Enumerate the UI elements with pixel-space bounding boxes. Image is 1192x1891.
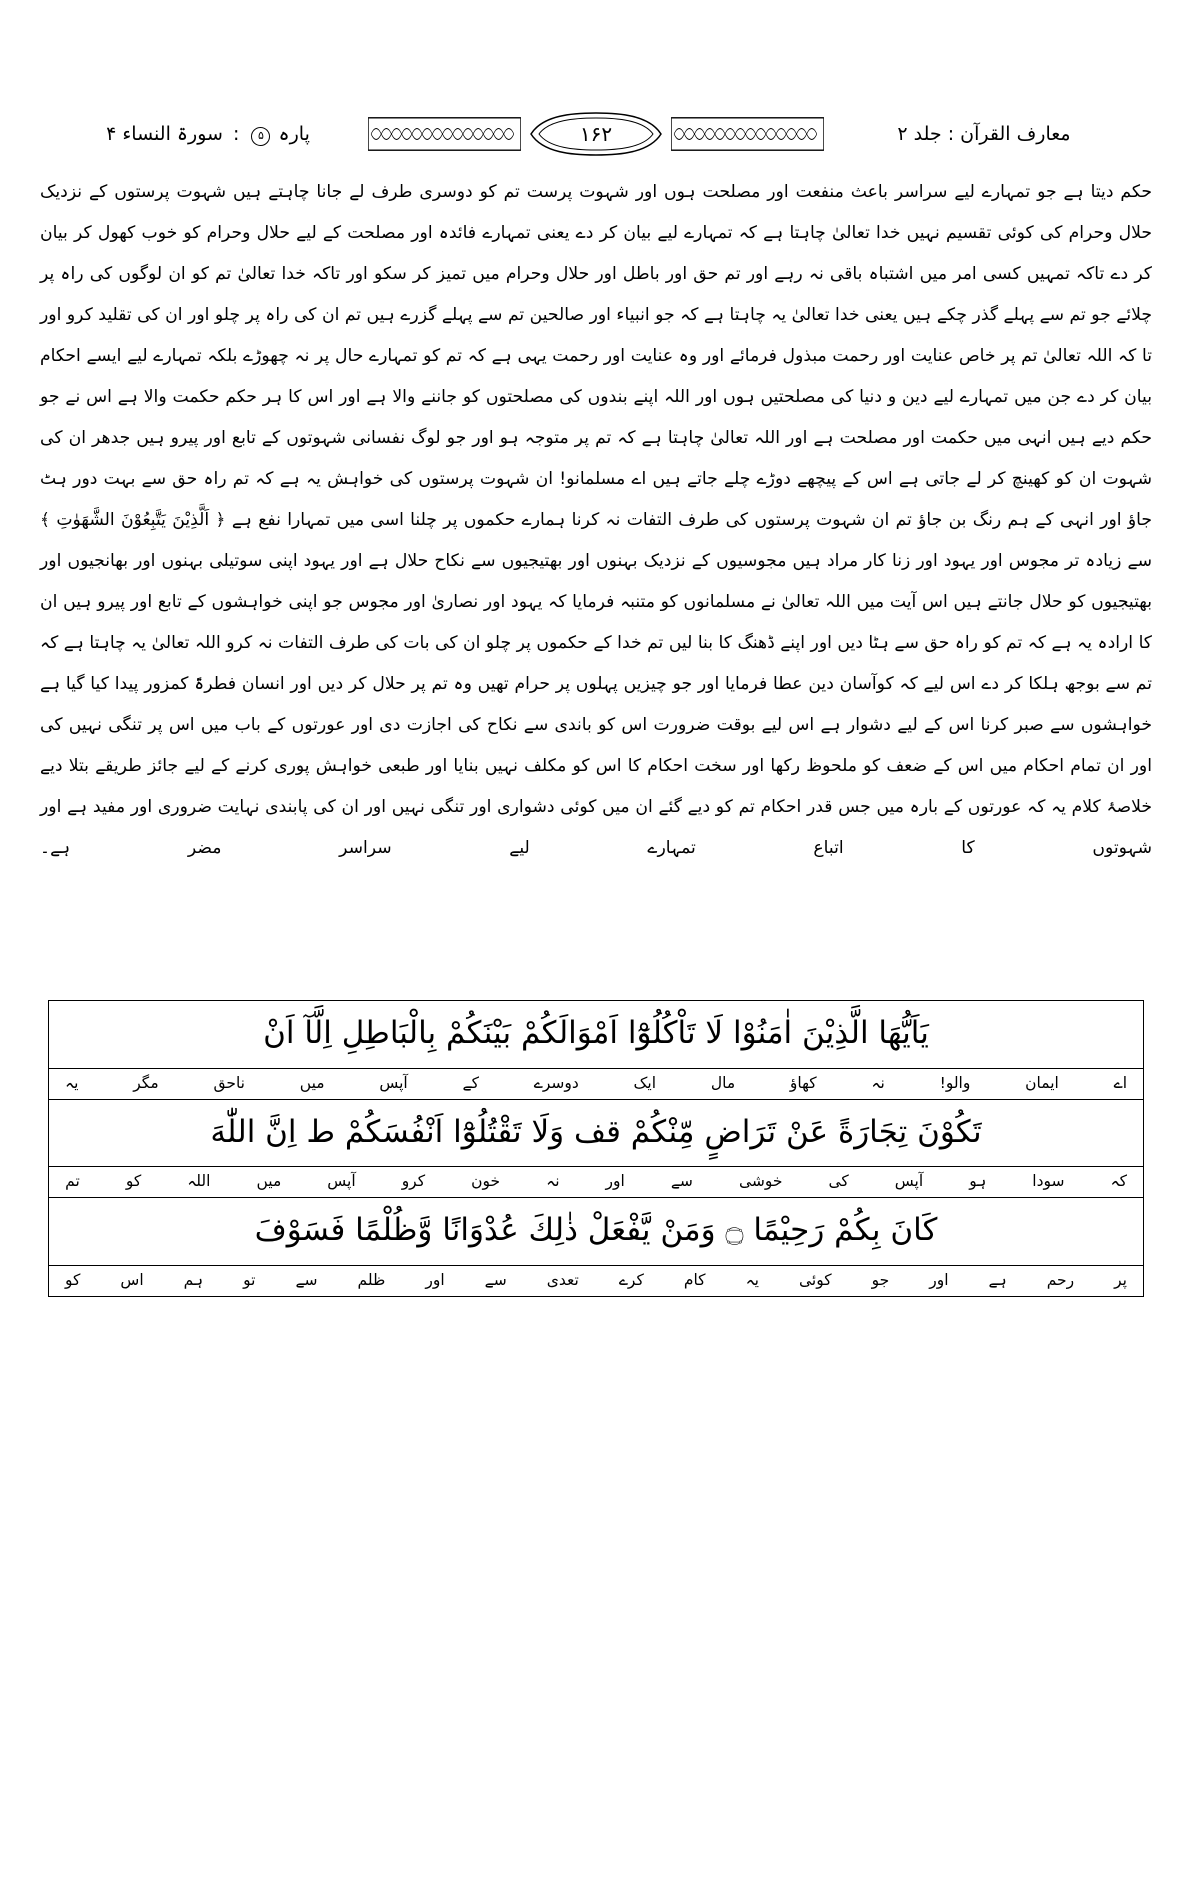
- gloss-word: تعدی: [546, 1270, 579, 1289]
- gloss-word: میں: [299, 1073, 325, 1092]
- gloss-word: اے: [1113, 1073, 1127, 1092]
- gloss-word: اور: [425, 1270, 445, 1289]
- ayah-urdu-gloss: [49, 1166, 1143, 1197]
- gloss-word: ناحق: [213, 1073, 245, 1092]
- ayah-arabic-line: يَاَيُّهَا الَّذِيْنَ اٰمَنُوْا لَا تَاْكُلُوْٓا اَمْوَالَكُمْ بَيْنَكُمْ بِالْبَاطِلِ اِلَّآ اَنْ: [263, 1015, 929, 1051]
- gloss-word: رحم: [1046, 1270, 1075, 1289]
- para-label: پارہ: [278, 122, 310, 145]
- gloss-word: خون: [471, 1172, 501, 1190]
- gloss-word: کھاؤ: [789, 1073, 817, 1092]
- book-title: معارف القرآن : جلد ٢: [897, 123, 1071, 145]
- gloss-word: ہم: [183, 1270, 204, 1289]
- gloss-word: نہ: [871, 1073, 885, 1092]
- quran-verse-block: [48, 1000, 1144, 1297]
- gloss-word: کی: [828, 1172, 849, 1190]
- gloss-word: ہے: [988, 1270, 1007, 1289]
- page-number-badge: [521, 110, 671, 158]
- surah-label: سورۃ النساء ۴: [106, 122, 223, 145]
- gloss-word: ہو: [969, 1172, 987, 1190]
- gloss-word: یہ: [745, 1270, 759, 1289]
- gloss-word: کے: [462, 1073, 479, 1092]
- gloss-word: کو: [65, 1270, 81, 1289]
- ornament-right: [671, 117, 824, 151]
- gloss-word: یہ: [65, 1073, 79, 1092]
- gloss-word: پر: [1114, 1270, 1127, 1289]
- ayah-urdu-gloss: [49, 1068, 1143, 1099]
- gloss-word: والو!: [939, 1073, 971, 1092]
- header-separator: :: [232, 122, 240, 145]
- gloss-word: جو: [871, 1270, 890, 1289]
- gloss-word: نہ: [546, 1172, 560, 1190]
- gloss-word: کہ: [1110, 1172, 1127, 1190]
- gloss-word: کرو: [401, 1172, 426, 1190]
- gloss-word: تو: [243, 1270, 256, 1289]
- gloss-word: کوئی: [798, 1270, 832, 1289]
- verse-row: [49, 1001, 1143, 1100]
- gloss-word: سے: [670, 1172, 693, 1190]
- gloss-word: اس: [120, 1270, 144, 1289]
- verse-row: [49, 1100, 1143, 1199]
- gloss-word: آپس: [327, 1172, 356, 1190]
- gloss-word: اور: [929, 1270, 949, 1289]
- gloss-word: مگر: [133, 1073, 159, 1092]
- gloss-word: تم: [65, 1172, 80, 1190]
- gloss-word: کو: [125, 1172, 142, 1190]
- gloss-word: ظلم: [357, 1270, 386, 1289]
- page-number: ۱۶۲: [579, 122, 613, 146]
- gloss-word: سے: [295, 1270, 318, 1289]
- gloss-word: اور: [605, 1172, 625, 1190]
- gloss-word: خوشی: [738, 1172, 783, 1190]
- gloss-word: ایک: [633, 1073, 657, 1092]
- ornament-left: [368, 117, 521, 151]
- page-header: [48, 108, 1144, 160]
- gloss-word: آپس: [379, 1073, 408, 1092]
- gloss-word: سے: [484, 1270, 507, 1289]
- para-surah-label: [48, 123, 368, 146]
- gloss-word: آپس: [894, 1172, 924, 1190]
- verse-row: [49, 1198, 1143, 1296]
- gloss-word: میں: [256, 1172, 282, 1190]
- ayah-arabic-line: كَانَ بِكُمْ رَحِيْمًا ۝ وَمَنْ يَّفْعَلْ ذٰلِكَ عُدْوَانًا وَّظُلْمًا فَسَوْفَ: [254, 1212, 938, 1248]
- gloss-word: ایمان: [1025, 1073, 1059, 1092]
- commentary-paragraph: حکم دیتا ہے جو تمہارے لیے سراسر باعث منفعت اور مصلحت ہوں اور شہوت پرست تم کو دوسری طرف لے جانا چاہتے ہیں شہوت پرستوں کے نزدیک حلال وحرام کی کوئی تقسیم نہیں خدا تعالیٰ چاہتا ہے کہ تمہارے لیے بیان کر دے یعنی تمہارے فائدہ اور مصلحت کے لیے حلال وحرام کو خوب کھول کر بیان کر دے تاکہ تمہیں کسی امر میں اشتباہ باقی نہ رہے اور تم حق اور باطل اور حلال وحرام میں تمیز کر سکو اور تاکہ خدا تعالیٰ تم کو ان لوگوں کی راہ پر چلائے جو تم سے پہلے گذر چکے ہیں یعنی خدا تعالیٰ یہ چاہتا ہے کہ جو انبیاء اور صالحین تم سے پہلے گزرے ہیں تم ان کی راہ پر چلو اور ان کی تقلید کرو اور تا کہ اللہ تعالیٰ تم پر خاص عنایت اور رحمت مبذول فرمائے اور وہ عنایت اور رحمت یہی ہے کہ تم کو تمہارے حال پر نہ چھوڑے بلکہ تمہارے لیے ایسے احکام بیان کر دے جن میں تمہارے لیے دین و دنیا کی مصلحتیں ہوں اور اللہ اپنے بندوں کی مصلحتوں کو جاننے والا ہے اور اس کا ہر حکم حکمت والا ہے اس نے جو حکم دیے ہیں انہی میں حکمت اور مصلحت ہے اور اللہ تعالیٰ چاہتا ہے کہ تم پر متوجہ ہو اور جو لوگ نفسانی شہوتوں کے تابع اور پیرو ہیں جدھر ان کی شہوت ان کو کھینچ کر لے جاتی ہے اس کے پیچھے دوڑے چلے جاتے ہیں اے مسلمانو! ان شہوت پرستوں کی خواہش یہ ہے کہ تم راہ حق سے بہت دور ہٹ جاؤ اور انہی کے ہم رنگ بن جاؤ تم ان شہوت پرستوں کی طرف التفات نہ کرنا ہمارے حکموں پر چلنا اسی میں تمہارا نفع ہے ﴿ اَلَّذِیْنَ یَتَّبِعُوْنَ الشَّهَوٰتِ ﴾ سے زیادہ تر مجوس اور یہود اور زنا کار مراد ہیں مجوسیوں کے نزدیک بہنوں اور بھتیجیوں سے نکاح حلال ہے اور یہود اپنی سوتیلی بہنوں اور بھانجیوں اور بھتیجیوں کو حلال جانتے ہیں اس آیت میں اللہ تعالیٰ نے مسلمانوں کو متنبہ فرمایا کہ یہود اور نصاریٰ اور مجوس جو اپنی خواہشوں کے تابع اور پیرو ہیں ان کا ارادہ یہ ہے کہ تم کو راہ حق سے ہٹا دیں اور اپنے ڈھنگ کا بنا لیں تم خدا کے حکموں پر چلو ان کی بات کی طرف التفات نہ کرو اللہ تعالیٰ یہ چاہتا ہے کہ تم سے بوجھ ہلکا کر دے اس لیے کہ کوآسان دین عطا فرمایا اور جو چیزیں پہلوں پر حرام تھیں وہ تم پر حلال کر دیں اور انسان فطرۃً کمزور پیدا کیا گیا ہے خواہشوں سے صبر کرنا اس کے لیے دشوار ہے اس لیے بوقت ضرورت اس کو باندی سے نکاح کی اجازت دی اور عورتوں کے باب میں اس پر تنگی نہیں کی اور ان تمام احکام میں اس کے ضعف کو ملحوظ رکھا اور سخت احکام کا اس کو مکلف نہیں بنایا اور طبعی خواہش پوری کرنے کے لیے جائز طریقے بتلا دیے خلاصۂ کلام یہ کہ عورتوں کے بارہ میں جس قدر احکام تم کو دیے گئے ان میں کوئی دشواری اور تنگی نہیں اور ان کی پابندی نہایت ضروری اور مفید ہے اور شہوتوں کا اتباع تمہارے لیے سراسر مضر ہے۔: [40, 182, 1152, 858]
- para-number: ۵: [251, 127, 270, 146]
- gloss-word: مال: [710, 1073, 736, 1092]
- ayah-urdu-gloss: [49, 1265, 1143, 1296]
- gloss-word: سودا: [1032, 1172, 1065, 1190]
- commentary-text: [40, 172, 1152, 869]
- gloss-word: کرے: [618, 1270, 644, 1289]
- gloss-word: دوسرے: [533, 1073, 579, 1092]
- gloss-word: کام: [683, 1270, 706, 1289]
- ayah-arabic-line: تَكُوْنَ تِجَارَةً عَنْ تَرَاضٍ مِّنْكُمْ قف وَلَا تَقْتُلُوْٓا اَنْفُسَكُمْ ط اِنَّ اللّٰهَ: [210, 1113, 982, 1150]
- gloss-word: اللہ: [187, 1172, 211, 1190]
